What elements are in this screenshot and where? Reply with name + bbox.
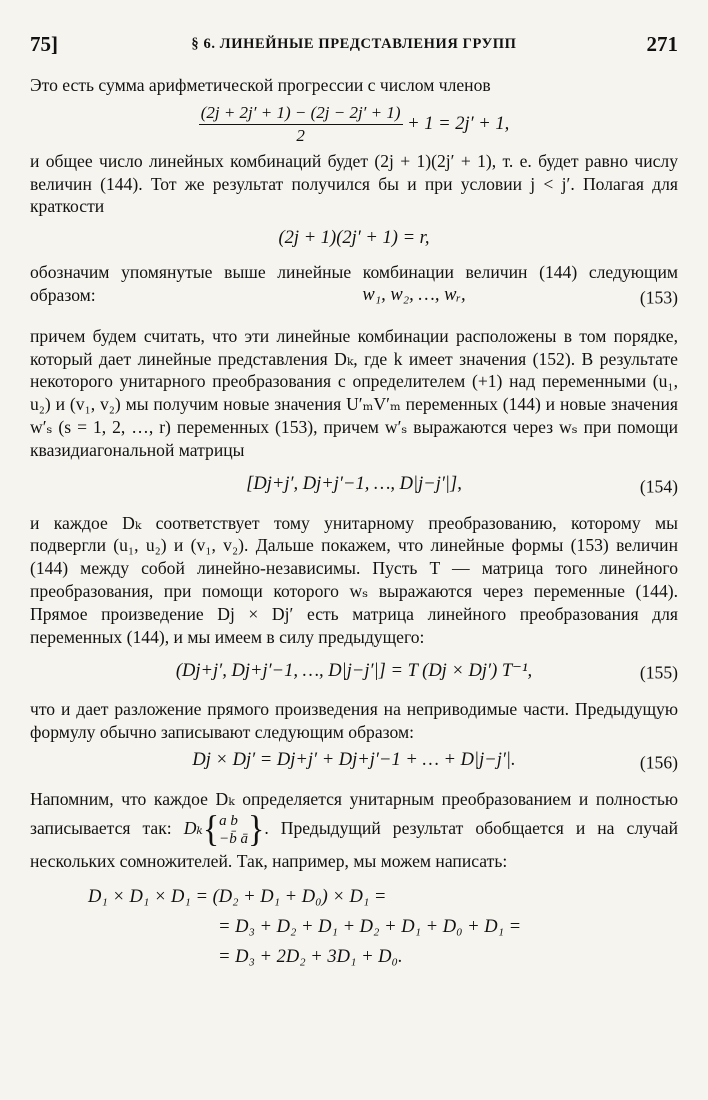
paragraph-2: и общее число линейных комбинаций будет (2j + 1)(2j′ + 1), т. е. будет равно числу величин (144). Тот же результат получился бы и при условии j < j′. Полагая для краткости xyxy=(30,150,678,217)
equation-154-number: (154) xyxy=(639,476,678,497)
matrix-symbol: Dₖ xyxy=(183,817,203,838)
equation-154 xyxy=(30,474,678,500)
running-header xyxy=(30,32,678,62)
equation-153 xyxy=(30,285,678,311)
paragraph-4: причем будем считать, что эти линейные комбинации расположены в том порядке, который дает линейные представления Dₖ, где k имеет значения (152). В результате некоторого унитарного преобразования с определителем (+1) над переменными (u₁, u₂) и (v₁, v₂) мы получим новые значения U′ₘV′ₘ переменных (144) и новые значения w′ₛ (s = 1, 2, …, r) переменных (153), причем w′ₛ выражаются через wₛ при помощи квазидиагональной матрицы xyxy=(30,325,678,460)
header-title: § 6. ЛИНЕЙНЫЕ ПРЕДСТАВЛЕНИЯ ГРУПП xyxy=(191,36,517,52)
equation-153-formula: w₁, w₂, …, wᵣ, xyxy=(362,284,466,305)
equation-r: (2j + 1)(2j′ + 1) = r, xyxy=(278,228,430,249)
expansion-line-2: = D₃ + D₂ + D₁ + D₂ + D₁ + D₀ + D₁ = xyxy=(218,916,522,937)
paragraph-7-end: . Предыдущий результат обобщается и на случай нескольких сомножителей. Так, например, мы можем написать: xyxy=(30,817,678,871)
equation-155 xyxy=(30,660,678,686)
equation-progression xyxy=(30,103,678,146)
equation-153-number: (153) xyxy=(639,287,678,308)
matrix-row-2: −b̄ ā xyxy=(219,830,249,847)
fraction-numerator: (2j + 2j′ + 1) − (2j − 2j′ + 1) xyxy=(199,103,403,125)
fraction xyxy=(199,103,403,146)
expansion-line-1: D₁ × D₁ × D₁ = (D₂ + D₁ + D₀) × D₁ = xyxy=(88,886,387,907)
paragraph-7-start: Напомним, что каждое Dₖ определяется унитарным преобразованием и полностью записывается так: xyxy=(30,788,678,838)
expansion-line-3: = D₃ + 2D₂ + 3D₁ + D₀. xyxy=(218,946,403,967)
page-number: 271 xyxy=(646,32,678,56)
section-number: 75] xyxy=(30,32,58,56)
equation-155-number: (155) xyxy=(639,662,678,683)
paragraph-3: обозначим упомянутые выше линейные комбинации величин (144) следующим образом: xyxy=(30,262,678,305)
paragraph-1: Это есть сумма арифметической прогрессии с числом членов xyxy=(30,75,491,95)
paragraph-7 xyxy=(30,786,678,874)
equation-154-formula: [Dj+j′, Dj+j′−1, …, D|j−j′|], xyxy=(246,473,462,494)
fraction-denominator: 2 xyxy=(296,125,305,145)
matrix-row-1: a b xyxy=(219,812,238,829)
page-body xyxy=(30,74,678,972)
equation-156-formula: Dj × Dj′ = Dj+j′ + Dj+j′−1 + … + D|j−j′|. xyxy=(192,749,516,770)
unitary-matrix xyxy=(219,812,248,848)
right-brace: } xyxy=(248,809,265,850)
equation-156 xyxy=(30,750,678,776)
paragraph-6: что и дает разложение прямого произведения на неприводимые части. Предыдущую формулу обычно записывают следующим образом: xyxy=(30,699,678,743)
equation-rest: + 1 = 2j′ + 1, xyxy=(407,113,510,134)
equation-product-expansion xyxy=(88,882,678,972)
left-brace: { xyxy=(202,809,220,850)
equation-155-formula: (Dj+j′, Dj+j′−1, …, D|j−j′|] = T (Dj × Dj′) T⁻¹, xyxy=(175,661,533,682)
equation-156-number: (156) xyxy=(639,752,678,773)
paragraph-5: и каждое Dₖ соответствует тому унитарному преобразованию, которому мы подвергли (u₁, u₂) и (v₁, v₂). Дальше покажем, что линейные формы (153) величин (144) между собой линейно-независимы. Пусть T — матрица того линейного преобразования, при помощи которого wₛ выражаются через переменные (144). Прямое произведение Dj × Dj′ есть матрица линейного преобразования для переменных (144), и мы имеем в силу предыдущего: xyxy=(30,512,678,647)
